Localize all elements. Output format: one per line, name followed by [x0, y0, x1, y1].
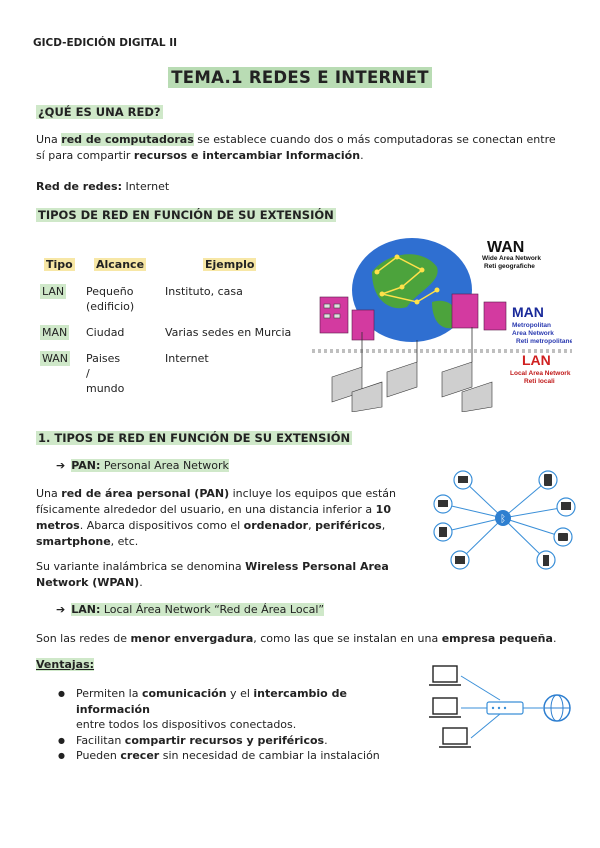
row-lan-alcance: Pequeño (edificio) — [86, 285, 135, 313]
col-header-ejemplo: Ejemplo — [205, 258, 255, 271]
lan-illustration — [425, 662, 580, 752]
section-heading-tipos: TIPOS DE RED EN FUNCIÓN DE SU EXTENSIÓN — [38, 208, 334, 222]
document-header: GICD-EDICIÓN DIGITAL II — [33, 37, 178, 49]
pan-paragraph: Una red de área personal (PAN) incluye los equipos que están físicamente alrededor del usuario, en una distancia inferior a 10 metros. Abarca dispositivos como el ordenador, periféricos, smartphone, etc. — [36, 487, 396, 548]
row-lan-ejemplo: Instituto, casa — [165, 285, 243, 298]
lan-label: LAN — [522, 352, 551, 368]
svg-text:Metropolitan: Metropolitan — [512, 322, 551, 329]
arrow-icon: ➔ — [56, 459, 66, 472]
row-wan-ejemplo: Internet — [165, 352, 209, 365]
lan-item: ➔ LAN: Local Área Network “Red de Área Local” — [56, 603, 325, 616]
row-man-ejemplo: Varias sedes en Murcia — [165, 326, 292, 339]
page-title: TEMA.1 REDES E INTERNET — [0, 68, 600, 87]
ventajas-heading: Ventajas: — [36, 658, 95, 671]
list-item: ● Permiten la comunicación y el intercambio de información entre todos los dispositivos conectados. — [76, 686, 424, 733]
svg-text:Wide Area Network: Wide Area Network — [482, 255, 541, 262]
bluetooth-icon: ᛒ — [500, 514, 506, 525]
row-man-alcance: Ciudad — [86, 326, 125, 339]
pan-item: ➔ PAN: Personal Area Network — [56, 459, 229, 472]
wan-man-lan-graphic — [312, 232, 572, 412]
svg-text:Reti metropolitane: Reti metropolitane — [516, 338, 572, 345]
ventajas-list — [54, 686, 424, 764]
intro-paragraph: Una red de computadoras se establece cuando dos o más computadoras se conectan entre sí para compartir recursos e intercambiar Información. — [36, 133, 556, 162]
col-header-alcance: Alcance — [96, 258, 145, 271]
wan-label: WAN — [487, 239, 525, 256]
man-label: MAN — [512, 304, 544, 320]
row-wan-tipo: WAN — [42, 352, 69, 365]
row-wan-alcance: Paises / mundo — [86, 352, 125, 395]
svg-text:Reti geografiche: Reti geografiche — [484, 263, 535, 270]
section-heading-1: 1. TIPOS DE RED EN FUNCIÓN DE SU EXTENSIÓN — [38, 431, 351, 445]
list-item: ● Pueden crecer sin necesidad de cambiar la instalación — [76, 748, 424, 764]
row-lan-tipo: LAN — [42, 285, 65, 298]
arrow-icon: ➔ — [56, 603, 66, 616]
row-man-tipo: MAN — [42, 326, 68, 339]
list-item: ● Facilitan compartir recursos y periféricos. — [76, 733, 424, 749]
svg-text:Local Area Network: Local Area Network — [510, 370, 571, 377]
net-of-nets: Red de redes: Internet — [36, 180, 170, 193]
network-types-illustration — [312, 232, 572, 412]
svg-text:Reti locali: Reti locali — [524, 378, 555, 385]
svg-text:Area Network: Area Network — [512, 330, 554, 337]
col-header-tipo: Tipo — [46, 258, 73, 271]
lan-paragraph: Son las redes de menor envergadura, como las que se instalan en una empresa pequeña. — [36, 632, 557, 645]
wpan-paragraph: Su variante inalámbrica se denomina Wireless Personal Area Network (WPAN). — [36, 560, 389, 589]
pan-illustration — [428, 462, 578, 574]
section-heading-que-es-red: ¿QUÉ ES UNA RED? — [38, 105, 161, 119]
